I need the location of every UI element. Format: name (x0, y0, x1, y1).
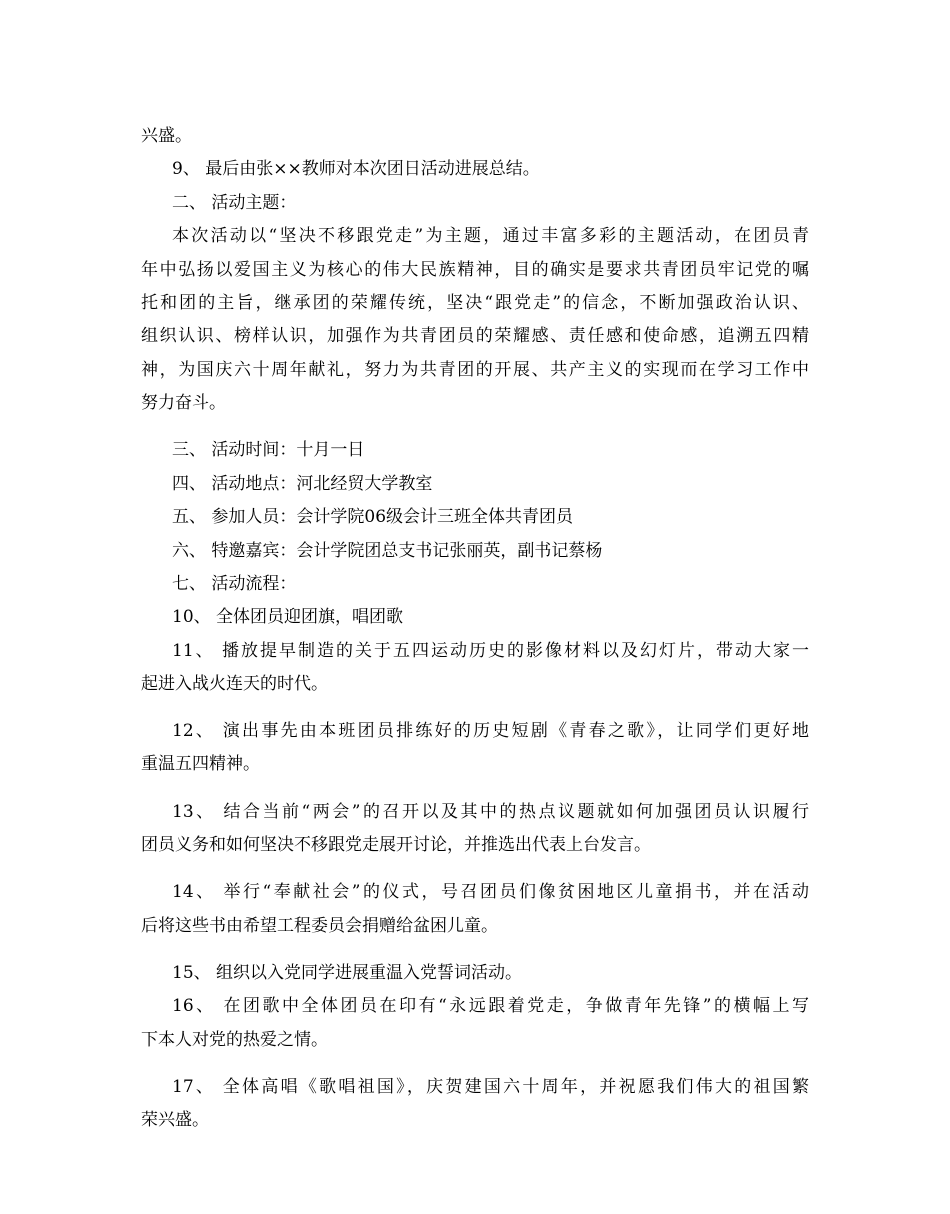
paragraph-line: 本次活动以“坚决不移跟党走”为主题，通过丰富多彩的主题活动，在团员青 (172, 226, 809, 246)
paragraph-line: 托和团的主旨，继承团的荣耀传统，坚决“跟党走”的信念，不断加强政治认识、 (141, 293, 809, 313)
list-item: 15、 组织以入党同学进展重温入党誓词活动。 (172, 963, 523, 983)
list-item: 11、 播放提早制造的关于五四运动历史的影像材料以及幻灯片，带动大家一 (172, 641, 809, 661)
section-heading: 四、 活动地点：河北经贸大学教室 (172, 474, 433, 494)
list-item-continuation: 重温五四精神。 (141, 754, 260, 774)
paragraph-line: 兴盛。 (141, 126, 192, 146)
section-heading: 三、 活动时间：十月一日 (172, 440, 365, 460)
list-item: 13、 结合当前“两会”的召开以及其中的热点议题就如何加强团员认识履行 (172, 802, 809, 822)
section-heading: 二、 活动主题： (172, 193, 297, 213)
section-heading: 六、 特邀嘉宾：会计学院团总支书记张丽英，副书记蔡杨 (172, 541, 603, 561)
paragraph-line: 年中弘扬以爱国主义为核心的伟大民族精神，目的确实是要求共青团员牢记党的嘱 (141, 260, 809, 280)
list-item: 10、 全体团员迎团旗，唱团歌 (172, 607, 404, 627)
list-item: 17、 全体高唱《歌唱祖国》，庆贺建国六十周年，并祝愿我们伟大的祖国繁 (172, 1077, 809, 1097)
list-item-continuation: 下本人对党的热爱之情。 (141, 1030, 328, 1050)
paragraph-line: 组织认识、榜样认识，加强作为共青团员的荣耀感、责任感和使命感，追溯五四精 (141, 326, 809, 346)
section-heading: 七、 活动流程： (172, 574, 297, 594)
list-item-continuation: 团员义务和如何坚决不移跟党走展开讨论，并推选出代表上台发言。 (141, 835, 651, 855)
list-item: 9、 最后由张××教师对本次团日活动进展总结。 (172, 159, 540, 179)
list-item-continuation: 后将这些书由希望工程委员会捐赠给盆困儿童。 (141, 916, 498, 936)
list-item: 16、 在团歌中全体团员在印有“永远跟着党走，争做青年先锋”的横幅上写 (172, 996, 809, 1016)
list-item: 12、 演出事先由本班团员排练好的历史短剧《青春之歌》，让同学们更好地 (172, 721, 809, 741)
list-item: 14、 举行“奉献社会”的仪式，号召团员们像贫困地区儿童捐书，并在活动 (172, 882, 809, 902)
paragraph-line: 神，为国庆六十周年献礼，努力为共青团的开展、共产主义的实现而在学习工作中 (141, 360, 809, 380)
paragraph-line: 努力奋斗。 (141, 393, 226, 413)
list-item-continuation: 起进入战火连天的时代。 (141, 674, 328, 694)
section-heading: 五、 参加人员：会计学院06级会计三班全体共青团员 (172, 507, 574, 527)
list-item-continuation: 荣兴盛。 (141, 1110, 209, 1130)
